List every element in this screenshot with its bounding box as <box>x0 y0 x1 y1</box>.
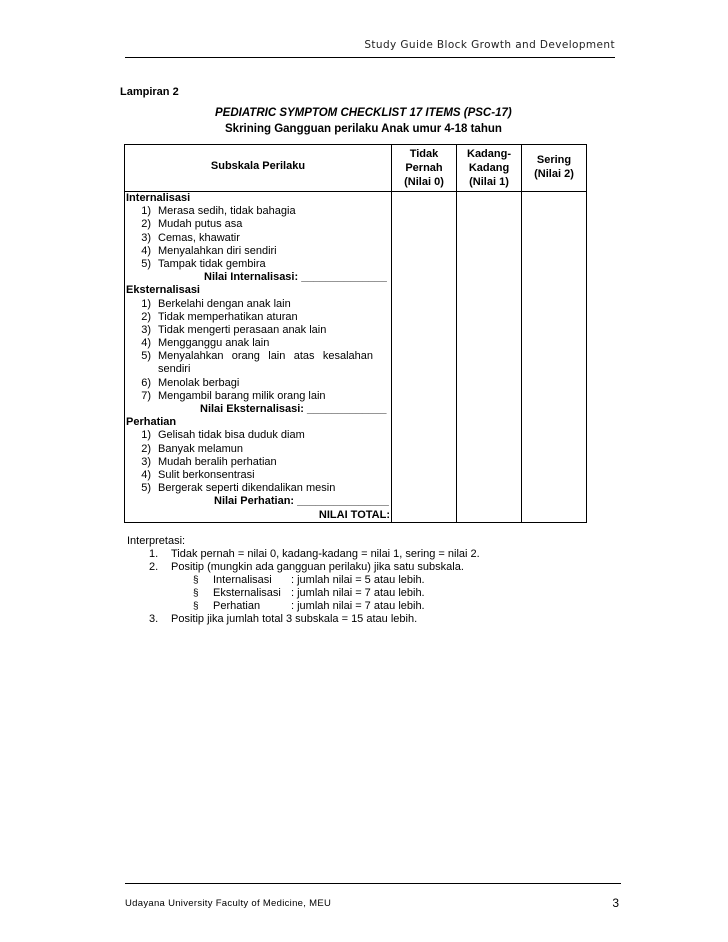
interpretation-point: 2. Positip (mungkin ada gangguan perilaku) jika satu subskala. <box>149 561 464 573</box>
section-internalisasi: Internalisasi <box>126 192 191 204</box>
list-item: 1) Merasa sedih, tidak bahagia <box>141 205 296 218</box>
list-item-continuation: sendiri <box>158 363 191 376</box>
list-item: 6) Menolak berbagi <box>141 376 240 389</box>
header-subscale: Subskala Perilaku <box>125 145 392 192</box>
score-internalisasi: Nilai Internalisasi: ______________ <box>204 271 387 284</box>
section-perhatian: Perhatian <box>126 416 177 429</box>
interpretation-block <box>127 535 480 626</box>
often-column <box>522 192 587 523</box>
interpretation-bullet: § Perhatian : jumlah nilai = 7 atau lebih. <box>193 600 425 612</box>
footer-institution: Udayana University Faculty of Medicine, MEU <box>125 898 332 909</box>
list-item: 1) Berkelahi dengan anak lain <box>141 297 291 310</box>
header-never: Tidak Pernah (Nilai 0) <box>392 145 457 192</box>
score-eksternalisasi: Nilai Eksternalisasi: _____________ <box>200 403 387 415</box>
page-footer <box>125 883 621 910</box>
table-body-row <box>125 192 587 523</box>
total-score-label: NILAI TOTAL: <box>318 508 390 521</box>
list-item: 3) Mudah beralih perhatian <box>141 455 277 468</box>
list-item: 2) Banyak melamun <box>141 442 243 455</box>
list-item: 4) Sulit berkonsentrasi <box>141 468 255 481</box>
header-sometimes: Kadang- Kadang (Nilai 1) <box>457 145 522 192</box>
subscale-column <box>125 192 392 523</box>
running-header-title: Study Guide Block Growth and Development <box>364 39 615 51</box>
list-item: 5) Tampak tidak gembira <box>141 257 266 270</box>
sometimes-column <box>457 192 522 523</box>
list-item: 3) Cemas, khawatir <box>141 231 240 244</box>
list-item: 5) Bergerak seperti dikendalikan mesin <box>141 482 336 495</box>
interpretation-point: 3. Positip jika jumlah total 3 subskala = 15 atau lebih. <box>149 613 418 625</box>
bullet-icon: § <box>193 588 199 599</box>
bullet-icon: § <box>193 601 199 612</box>
running-header <box>125 30 615 58</box>
score-perhatian: Nilai Perhatian: _______________ <box>214 495 389 508</box>
bullet-icon: § <box>193 575 199 586</box>
list-item: 1) Gelisah tidak bisa duduk diam <box>141 429 305 442</box>
list-item: 5) Menyalahkan orang lain atas kesalahan <box>141 350 373 363</box>
list-item: 7) Mengambil barang milik orang lain <box>141 389 326 402</box>
list-item: 3) Tidak mengerti perasaan anak lain <box>141 323 327 336</box>
interpretation-heading: Interpretasi: <box>127 535 186 547</box>
interpretation-bullet: § Eksternalisasi : jumlah nilai = 7 atau lebih. <box>193 587 425 599</box>
list-item: 4) Menyalahkan diri sendiri <box>141 244 277 257</box>
never-column <box>392 192 457 523</box>
list-item: 2) Tidak memperhatikan aturan <box>141 310 298 323</box>
section-eksternalisasi: Eksternalisasi <box>126 284 200 297</box>
interpretation-bullet: § Internalisasi : jumlah nilai = 5 atau lebih. <box>193 574 425 586</box>
document-title: PEDIATRIC SYMPTOM CHECKLIST 17 ITEMS (PSC-17) <box>215 107 512 119</box>
header-often: Sering (Nilai 2) <box>522 145 587 192</box>
table-header-row <box>125 145 587 192</box>
appendix-label: Lampiran 2 <box>120 86 179 98</box>
document-subtitle: Skrining Gangguan perilaku Anak umur 4-18 tahun <box>225 123 502 135</box>
list-item: 4) Mengganggu anak lain <box>141 337 270 350</box>
interpretation-point: 1. Tidak pernah = nilai 0, kadang-kadang = nilai 1, sering = nilai 2. <box>149 548 480 560</box>
list-item: 2) Mudah putus asa <box>141 218 243 231</box>
page-number: 3 <box>612 896 619 910</box>
checklist-table <box>124 144 587 523</box>
